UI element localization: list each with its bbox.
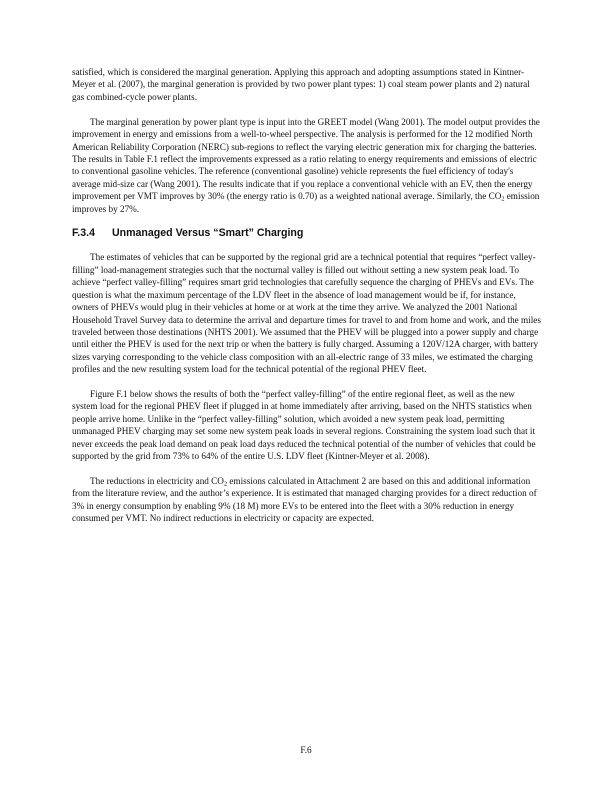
- paragraph-reductions-text: The reductions in electricity and CO: [90, 475, 224, 486]
- section-number: F.3.4: [72, 227, 95, 240]
- paragraph-greet-model-tail: emission improves by 27%.: [72, 191, 540, 214]
- paragraph-marginal-generation: satisfied, which is considered the marginal generation. Applying this approach and adopting assumptions stated in Kintner-Meyer et al. (2007), the marginal generation is provided by two power plant types: 1) coal steam power plants and 2) natural gas combined-cycle power plants.: [72, 67, 530, 102]
- paragraph-greet-model: [72, 116, 541, 215]
- page-number: F.6: [300, 745, 312, 755]
- paragraph-technical-potential: The estimates of vehicles that can be supported by the regional grid are a technical potential that requires “perfect valley-filling” load-management strategies such that the nocturnal valley is filled out without setting a new system peak load. To achieve “perfect valley-filling” requires smart grid technologies that carefully sequence the charging of PHEVs and EVs. The question is what the maximum percentage of the LDV fleet in the absence of load management would be if, for instance, owners of PHEVs would plug in their vehicles at home or at work at the time they arrive. We analyzed the 2001 National Household Travel Survey data to determine the arrival and departure times for travel to and from home and work, and the miles traveled between those destinations (NHTS 2001). We assumed that the PHEV will be plugged into a power supply and charge until either the PHEV is used for the next trip or when the battery is fully charged. Assuming a 120V/12A charger, with battery sizes varying corresponding to the vehicle class composition with an all-electric range of 33 miles, we estimated the charging profiles and the new resulting system load for the technical potential of the regional PHEV fleet.: [72, 252, 541, 375]
- section-heading: [72, 227, 541, 240]
- paragraph-reductions: [72, 475, 541, 525]
- paragraph-greet-model-text: The marginal generation by power plant type is input into the GREET model (Wang 2001). The model output provides the improvement in energy and emissions from a well-to-wheel perspective. The analysis is performed for the 12 modified North American Reliability Corporation (NERC) sub-regions to reflect the varying electric generation mix for charging the batteries. The results in Table F.1 reflect the improvements expressed as a ratio relating to energy requirements and emissions of electric to conventional gasoline vehicles. The reference (conventional gasoline) vehicle represents the fuel efficiency of today's average mid-size car (Wang 2001). The results indicate that if you replace a conventional vehicle with an EV, then the energy improvement per VMT improves by 30% (the energy ratio is 0.70) as a weighted national average. Similarly, the CO: [72, 116, 540, 202]
- co2-subscript: 2: [223, 480, 228, 488]
- section-title: Unmanaged Versus “Smart” Charging: [112, 227, 304, 240]
- paragraph-figure-f1: Figure F.1 below shows the results of both the “perfect valley-filling” of the entire regional fleet, as well as the new system load for the regional PHEV fleet if plugged in at home immediately after arriving, based on the NHTS statistics when people arrive home. Unlike in the “perfect valley-filling” solution, which avoided a new system peak load, permitting unmanaged PHEV charging may set some new system peak loads in several regions. Constraining the system load such that it never exceeds the peak load demand on peak load days reduced the technical potential of the number of vehicles that could be supported by the grid from 73% to 64% of the entire U.S. LDV fleet (Kintner-Meyer et al. 2008).: [72, 389, 536, 462]
- paragraph-reductions-tail: emissions calculated in Attachment 2 are based on this and additional information from the literature review, and the author’s experience. It is estimated that managed charging provides for a direct reduction of 3% in energy consumption by enabling 9% (18 M) more EVs to be entered into the fleet with a 30% reduction in energy consumed per VMT. No indirect reductions in electricity or capacity are expected.: [72, 475, 537, 524]
- co2-subscript: 2: [501, 195, 505, 203]
